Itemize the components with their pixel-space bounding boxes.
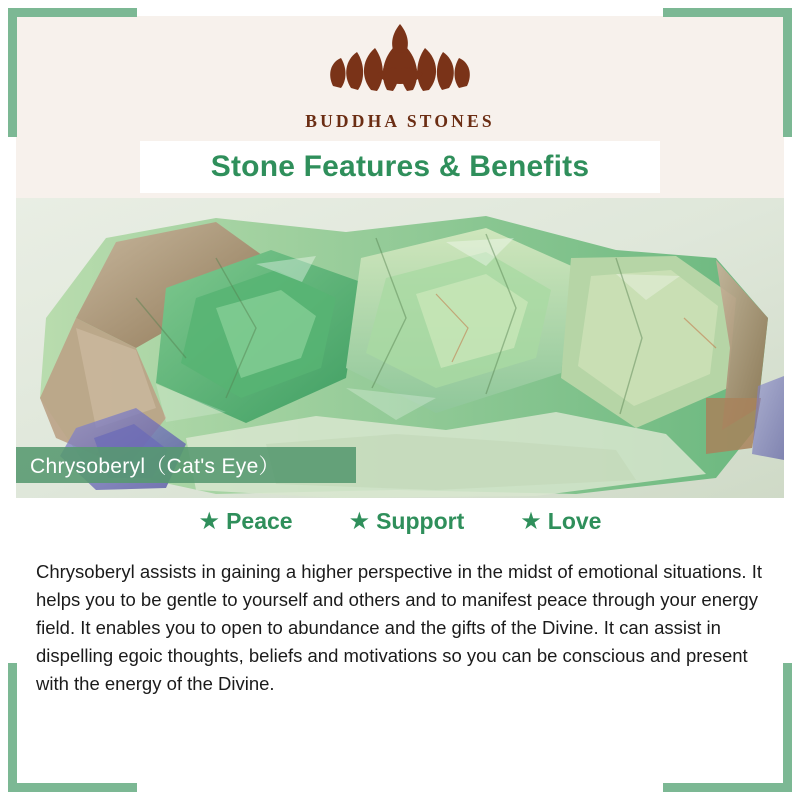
description-text: Chrysoberyl assists in gaining a higher perspective in the midst of emotional situations. It helps you to be gentle to yourself and others and to manifest peace through your energy field. It enables you to open to abundance and the gifts of the Divine. It can assist in dispelling egoic thoughts, beliefs and motivations so you can be conscious and present with the energy of the Divine.	[36, 561, 762, 695]
benefit-label: Support	[376, 508, 465, 534]
benefit-label: Love	[547, 508, 602, 534]
benefit-item-peace	[199, 508, 293, 535]
stone-name-text: Chrysoberyl（Cat's Eye）	[30, 455, 280, 478]
lotus-meditation-figure-icon	[325, 18, 475, 104]
benefits-row	[16, 508, 784, 535]
star-icon: ★	[198, 507, 221, 535]
stone-name-label	[16, 447, 356, 483]
benefit-item-love	[520, 508, 601, 535]
star-icon: ★	[348, 507, 371, 535]
brand-logo	[0, 18, 800, 132]
benefit-item-support	[349, 508, 465, 535]
page-title: Stone Features & Benefits	[210, 150, 590, 183]
benefit-label: Peace	[226, 508, 293, 534]
star-icon: ★	[520, 507, 542, 535]
page-title-band	[140, 141, 660, 193]
brand-name: BUDDHA STONES	[305, 111, 495, 131]
